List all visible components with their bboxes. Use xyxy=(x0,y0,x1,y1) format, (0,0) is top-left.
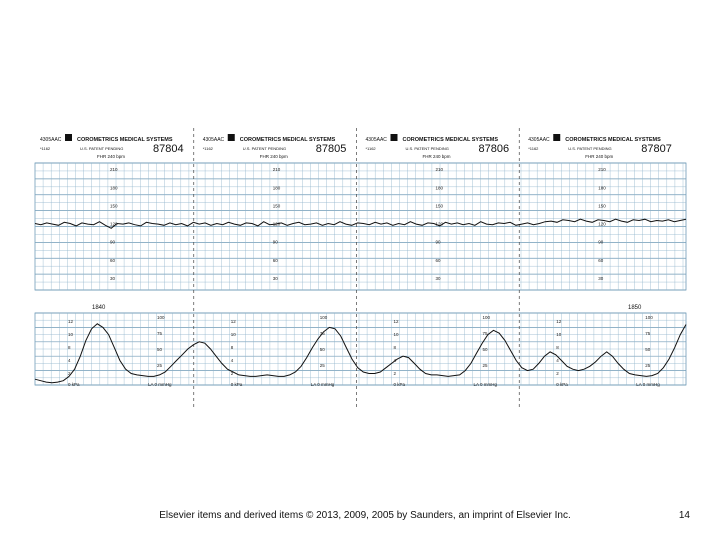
uc-scale-kpa-label: 10 xyxy=(68,332,74,337)
fhr-scale-label: 30 xyxy=(272,276,278,281)
panel-brand: COROMETRICS MEDICAL SYSTEMS xyxy=(77,137,173,143)
brand-logo-icon xyxy=(65,134,72,141)
panel-fhr-label: FHR 240 bpm xyxy=(585,154,614,159)
fhr-scale-label: 90 xyxy=(598,239,604,245)
panel-patent: U.S. PATENT PENDING xyxy=(568,146,612,151)
uc-scale-mmhg-label: 75 xyxy=(319,331,325,336)
fhr-scale-label: 120 xyxy=(435,221,444,227)
uc-unit-kpa: 0 kPa xyxy=(393,382,406,387)
time-start-label: 1840 xyxy=(92,305,106,311)
uc-scale-mmhg-label: 25 xyxy=(645,363,651,368)
fhr-scale-label: 120 xyxy=(272,221,281,227)
uc-scale-mmhg-label: 100 xyxy=(319,315,328,320)
uc-scale-kpa-label: 8 xyxy=(230,345,234,350)
fhr-scale-label: 180 xyxy=(272,185,281,191)
panel-fhr-label: FHR 240 bpm xyxy=(259,154,288,159)
page-number-value: 14 xyxy=(678,510,690,521)
uc-unit-mmhg: LA 0 mmHg xyxy=(148,382,172,387)
time-end-label: 1850 xyxy=(628,305,642,311)
uc-unit-kpa: 0 kPa xyxy=(556,382,568,387)
uc-scale-kpa-label: 8 xyxy=(393,345,397,350)
uc-scale-kpa-label: 8 xyxy=(556,345,559,350)
panel-model: 4305AAC xyxy=(40,137,62,143)
uc-scale-kpa-label: 4 xyxy=(68,358,71,363)
brand-logo-icon xyxy=(391,134,398,141)
panel-code: *1162 xyxy=(202,146,213,151)
uc-scale-kpa-label: 12 xyxy=(68,319,74,324)
fhr-scale-label: 30 xyxy=(435,276,441,281)
fhr-scale-label: 120 xyxy=(110,221,118,227)
fhr-scale-label: 150 xyxy=(435,203,444,209)
uc-unit-mmhg: LA 0 mmHg xyxy=(473,382,498,387)
panel-serial: 87804 xyxy=(153,143,184,155)
panel-brand: COROMETRICS MEDICAL SYSTEMS xyxy=(239,137,336,143)
panel-serial: 87805 xyxy=(315,143,347,155)
uc-scale-mmhg-label: 100 xyxy=(645,315,653,320)
panel-model: 4305AAC xyxy=(528,137,550,143)
fhr-scale-label: 90 xyxy=(110,239,116,245)
uc-scale-kpa-label: 12 xyxy=(556,319,562,324)
fhr-scale-label: 210 xyxy=(435,167,444,173)
fhr-scale-label: 90 xyxy=(435,239,441,245)
uc-scale-mmhg-label: 50 xyxy=(157,347,163,352)
fhr-scale-label: 150 xyxy=(110,203,118,209)
panel-fhr-label: FHR 240 bpm xyxy=(97,154,126,159)
uc-scale-mmhg-label: 25 xyxy=(319,363,325,368)
panel-fhr-label: FHR 240 bpm xyxy=(422,154,451,159)
uc-scale-mmhg-label: 25 xyxy=(157,363,163,368)
uc-scale-mmhg-label: 25 xyxy=(482,363,488,368)
brand-logo-icon xyxy=(228,134,235,141)
fhr-scale-label: 180 xyxy=(110,185,118,191)
fhr-scale-label: 90 xyxy=(272,239,278,245)
uc-unit-mmhg: LA 0 mmHg xyxy=(310,382,335,387)
uc-scale-mmhg-label: 75 xyxy=(157,331,163,336)
uc-scale-mmhg-label: 75 xyxy=(482,331,488,336)
uc-scale-kpa-label: 10 xyxy=(393,332,399,337)
uc-unit-kpa: 0 kPa xyxy=(68,382,80,387)
uc-scale-mmhg-label: 100 xyxy=(482,315,491,320)
panel-code: *1162 xyxy=(528,146,539,151)
page-number xyxy=(650,510,690,521)
panel-code: *1162 xyxy=(365,146,376,151)
fhr-scale-label: 60 xyxy=(272,257,278,263)
panel-patent: U.S. PATENT PENDING xyxy=(80,146,124,151)
uc-scale-kpa-label: 10 xyxy=(230,332,236,337)
uc-scale-mmhg-label: 75 xyxy=(645,331,651,336)
panel-model: 4305AAC xyxy=(202,137,225,143)
uc-scale-kpa-label: 12 xyxy=(393,319,399,324)
uc-scale-mmhg-label: 100 xyxy=(157,315,165,320)
fhr-scale-label: 150 xyxy=(272,203,281,209)
fhr-scale-label: 60 xyxy=(435,257,441,263)
brand-logo-icon xyxy=(553,134,560,141)
panel-patent: U.S. PATENT PENDING xyxy=(405,146,449,151)
panel-brand: COROMETRICS MEDICAL SYSTEMS xyxy=(565,137,661,143)
fhr-scale-label: 30 xyxy=(110,276,116,281)
fhr-scale-label: 120 xyxy=(598,221,606,227)
fhr-scale-label: 210 xyxy=(110,167,118,173)
fhr-scale-label: 150 xyxy=(598,203,606,209)
copyright-footer xyxy=(130,510,600,521)
uc-scale-kpa-label: 4 xyxy=(230,358,234,363)
uc-scale-kpa-label: 4 xyxy=(393,358,397,363)
panel-brand: COROMETRICS MEDICAL SYSTEMS xyxy=(402,137,499,143)
uc-scale-kpa-label: 2 xyxy=(393,371,397,376)
uc-scale-kpa-label: 12 xyxy=(230,319,236,324)
uc-scale-kpa-label: 8 xyxy=(68,345,71,350)
panel-patent: U.S. PATENT PENDING xyxy=(242,146,287,151)
panel-serial: 87807 xyxy=(641,143,672,155)
uc-scale-kpa-label: 2 xyxy=(68,371,71,376)
fhr-scale-label: 60 xyxy=(110,257,116,263)
fhr-scale-label: 30 xyxy=(598,276,604,281)
fhr-scale-label: 60 xyxy=(598,257,604,263)
uc-scale-mmhg-label: 50 xyxy=(645,347,651,352)
panel-serial: 87806 xyxy=(478,143,510,155)
panel-model: 4305AAC xyxy=(365,137,387,143)
fhr-scale-label: 180 xyxy=(435,185,444,191)
fhr-scale-label: 180 xyxy=(598,185,606,191)
fhr-scale-label: 210 xyxy=(598,167,606,173)
uc-unit-kpa: 0 kPa xyxy=(230,382,243,387)
uc-scale-kpa-label: 2 xyxy=(556,371,559,376)
copyright-text: Elsevier items and derived items © 2013, 2009, 2005 by Saunders, an imprint of Elsevier Inc. xyxy=(159,510,571,521)
uc-scale-mmhg-label: 50 xyxy=(319,347,325,352)
uc-scale-kpa-label: 2 xyxy=(230,371,234,376)
uc-scale-kpa-label: 10 xyxy=(556,332,562,337)
uc-scale-mmhg-label: 50 xyxy=(482,347,488,352)
fhr-scale-label: 210 xyxy=(272,167,281,173)
uc-unit-mmhg: LA 0 mmHg xyxy=(636,382,660,387)
uc-scale-kpa-label: 4 xyxy=(556,358,559,363)
panel-code: *1162 xyxy=(40,146,51,151)
